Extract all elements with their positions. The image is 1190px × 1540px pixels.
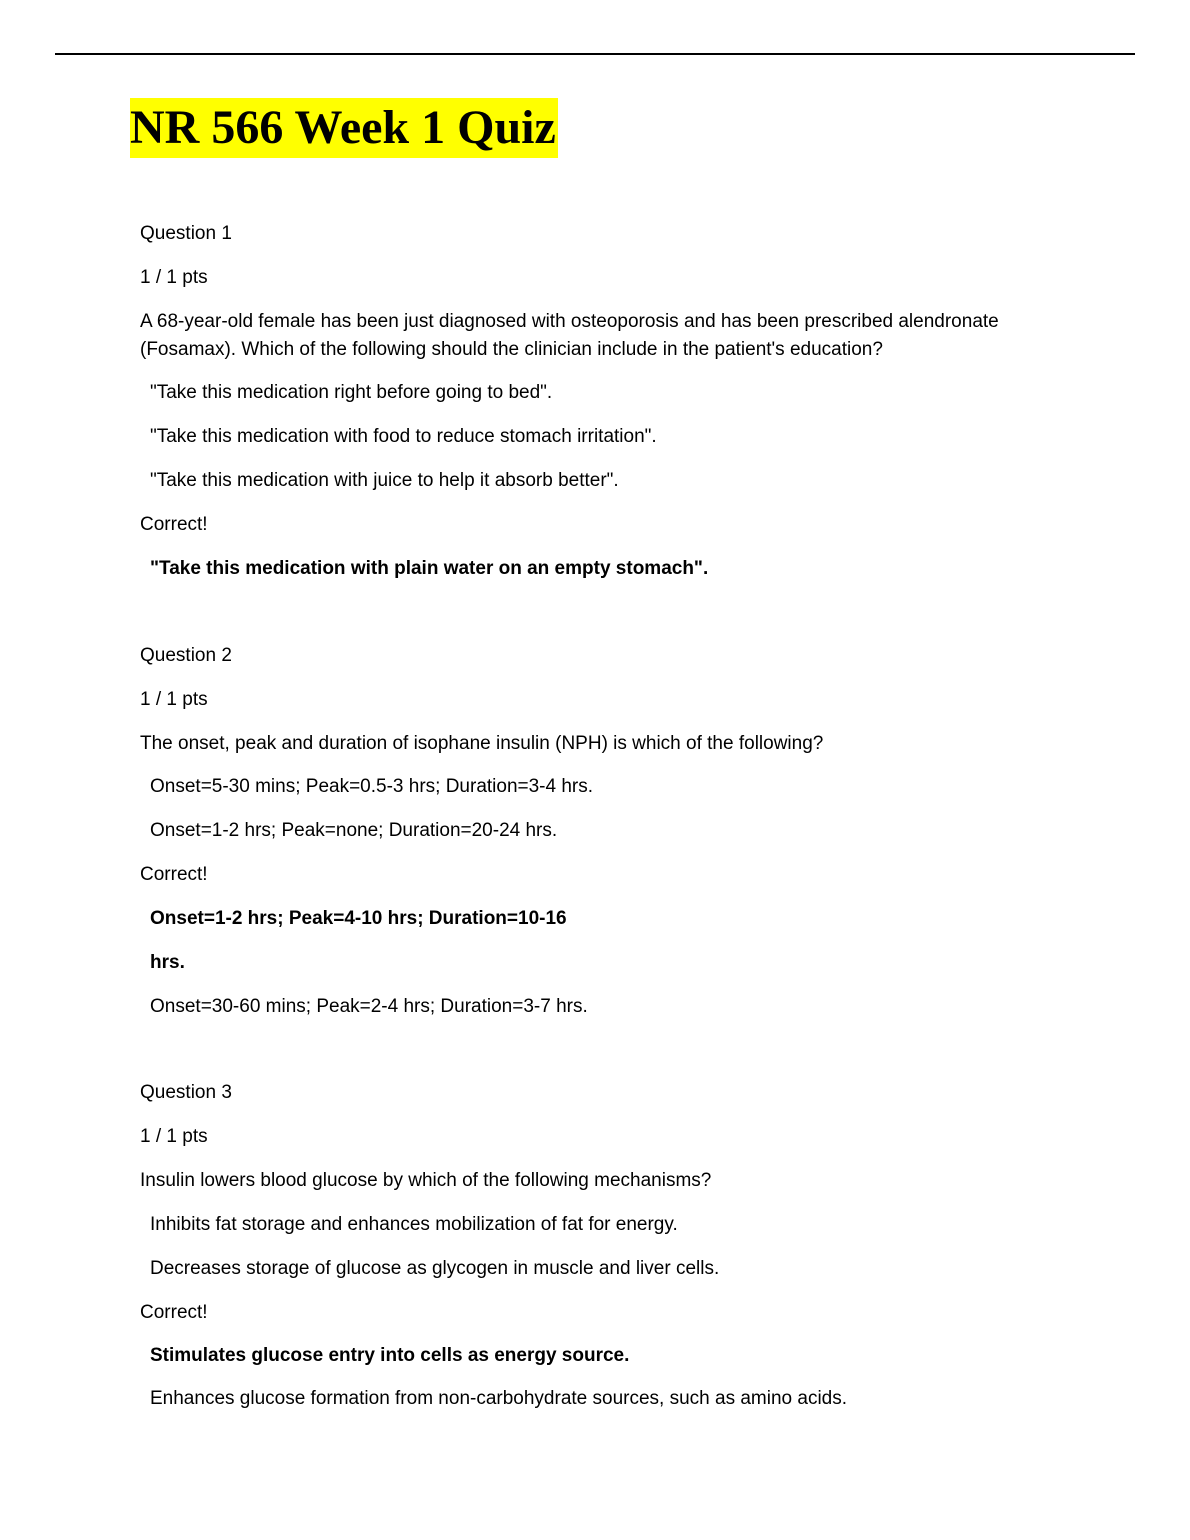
question-3-option-2: Decreases storage of glucose as glycogen in muscle and liver cells. — [150, 1258, 720, 1279]
question-2-option-1: Onset=5-30 mins; Peak=0.5-3 hrs; Duration=3-4 hrs. — [150, 776, 594, 797]
question-3-label: Question 3 — [140, 1082, 232, 1103]
question-2-option-2: Onset=1-2 hrs; Peak=none; Duration=20-24 hrs. — [150, 820, 558, 841]
question-2-option-4: Onset=30-60 mins; Peak=2-4 hrs; Duration=3-7 hrs. — [150, 996, 588, 1017]
question-3-option-4: Enhances glucose formation from non-carbohydrate sources, such as amino acids. — [150, 1388, 848, 1409]
question-1-option-3: "Take this medication with juice to help it absorb better". — [150, 470, 619, 491]
question-2-correct-label: Correct! — [140, 864, 208, 885]
page-title: NR 566 Week 1 Quiz — [130, 98, 558, 158]
question-1-option-2: "Take this medication with food to reduce stomach irritation". — [150, 426, 657, 447]
question-3-prompt: Insulin lowers blood glucose by which of the following mechanisms? — [140, 1170, 712, 1191]
question-3-correct-label: Correct! — [140, 1302, 208, 1323]
header-rule — [55, 53, 1135, 55]
question-1-points: 1 / 1 pts — [140, 267, 208, 288]
question-3-correct-answer: Stimulates glucose entry into cells as energy source. — [150, 1345, 630, 1366]
question-1-correct-label: Correct! — [140, 514, 208, 535]
question-3-option-1: Inhibits fat storage and enhances mobilization of fat for energy. — [150, 1214, 678, 1235]
question-1-option-1: "Take this medication right before going to bed". — [150, 382, 553, 403]
question-2-correct-answer-line-2: hrs. — [150, 952, 185, 973]
question-2-prompt: The onset, peak and duration of isophane insulin (NPH) is which of the following? — [140, 733, 824, 754]
question-3-points: 1 / 1 pts — [140, 1126, 208, 1147]
question-2-correct-answer-line-1: Onset=1-2 hrs; Peak=4-10 hrs; Duration=10-16 — [150, 908, 567, 929]
question-1-label: Question 1 — [140, 223, 232, 244]
question-2-label: Question 2 — [140, 645, 232, 666]
question-2-points: 1 / 1 pts — [140, 689, 208, 710]
question-1-correct-answer: "Take this medication with plain water on an empty stomach". — [150, 558, 709, 579]
question-1-prompt: A 68-year-old female has been just diagnosed with osteoporosis and has been prescribed alendronate (Fosamax). Which of the following should the clinician include in the patient's education? — [140, 311, 999, 360]
